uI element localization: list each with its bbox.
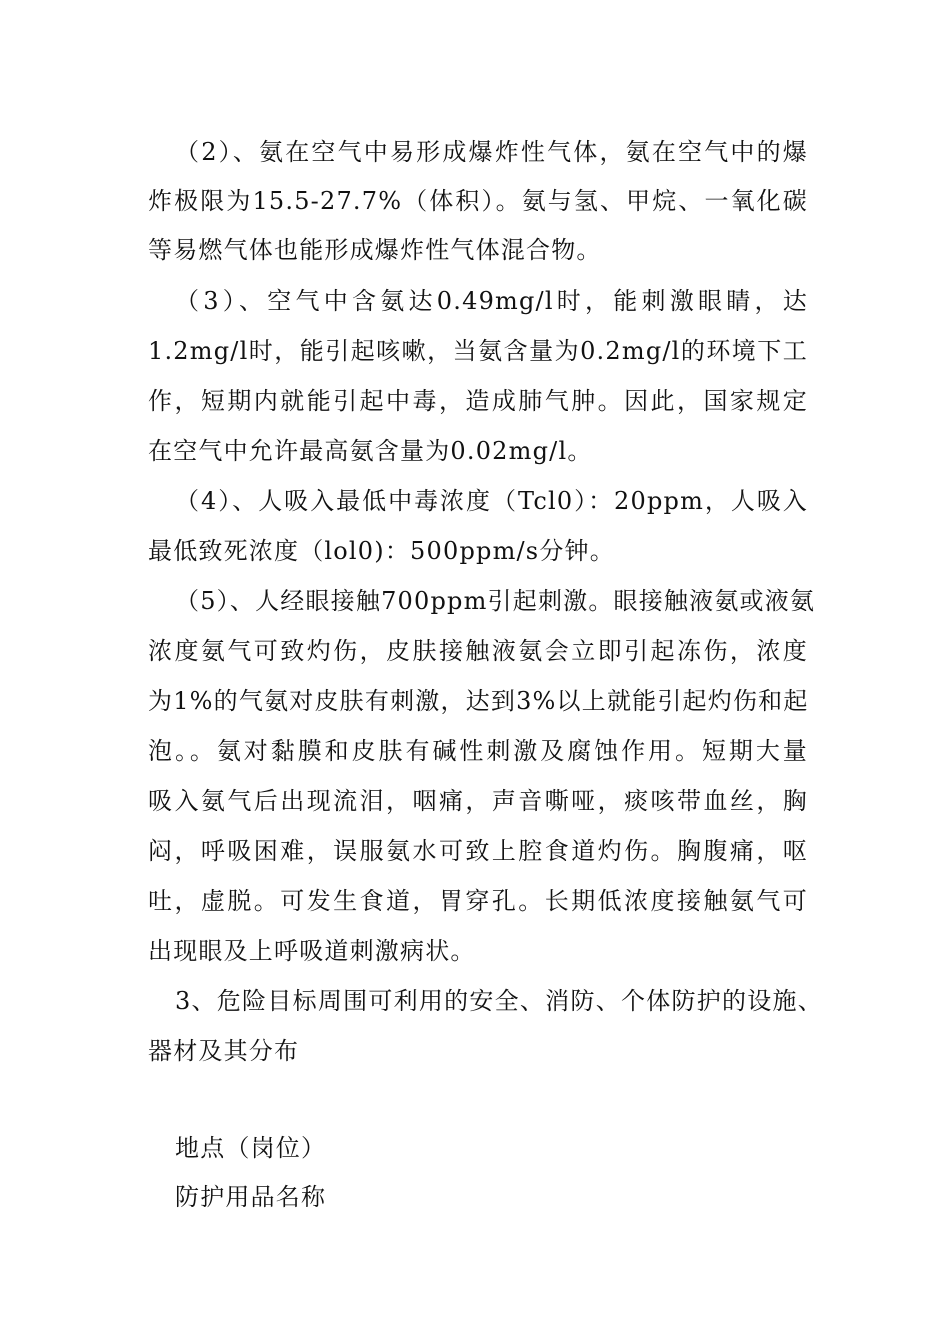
paragraph-5-line-4: 泡。。氨对黏膜和皮肤有碱性刺激及腐蚀作用。短期大量	[148, 737, 808, 765]
paragraph-3-line-1: （3）、空气中含氨达0.49mg/l时，能刺激眼睛，达	[175, 287, 808, 315]
section-3-heading-line-2: 器材及其分布	[148, 1037, 300, 1065]
paragraph-3-line-4: 在空气中允许最高氨含量为0.02mg/l。	[148, 437, 593, 465]
location-label: 地点（岗位）	[175, 1134, 327, 1162]
paragraph-5-line-2: 浓度氨气可致灼伤，皮肤接触液氨会立即引起冻伤，浓度	[148, 637, 808, 665]
paragraph-5-line-5: 吸入氨气后出现流泪，咽痛，声音嘶哑，痰咳带血丝，胸	[148, 787, 808, 815]
paragraph-5-line-3: 为1%的气氨对皮肤有刺激，达到3%以上就能引起灼伤和起	[148, 687, 809, 715]
paragraph-5-line-6: 闷，呼吸困难，误服氨水可致上腔食道灼伤。胸腹痛，呕	[148, 837, 808, 865]
paragraph-3-line-2: 1.2mg/l时，能引起咳嗽，当氨含量为0.2mg/l的环境下工	[148, 337, 808, 365]
paragraph-3-line-3: 作，短期内就能引起中毒，造成肺气肿。因此，国家规定	[148, 387, 808, 415]
protective-equipment-label: 防护用品名称	[175, 1183, 327, 1211]
paragraph-5-line-1: （5）、人经眼接触700ppm引起刺激。眼接触液氨或液氨	[175, 587, 816, 615]
paragraph-4-line-1: （4）、人吸入最低中毒浓度（Tcl0）：20ppm，人吸入	[175, 487, 808, 515]
paragraph-2-line-3: 等易燃气体也能形成爆炸性气体混合物。	[148, 236, 602, 264]
paragraph-2-line-1: （2）、氨在空气中易形成爆炸性气体，氨在空气中的爆	[175, 138, 808, 166]
paragraph-5-line-8: 出现眼及上呼吸道刺激病状。	[148, 937, 476, 965]
paragraph-5-line-7: 吐，虚脱。可发生食道，胃穿孔。长期低浓度接触氨气可	[148, 887, 808, 915]
paragraph-4-line-2: 最低致死浓度（lol0)：500ppm/s分钟。	[148, 537, 615, 565]
section-3-heading-line-1: 3、危险目标周围可利用的安全、消防、个体防护的设施、	[175, 987, 823, 1015]
paragraph-2-line-2: 炸极限为15.5-27.7%（体积）。氨与氢、甲烷、一氧化碳	[148, 187, 808, 215]
